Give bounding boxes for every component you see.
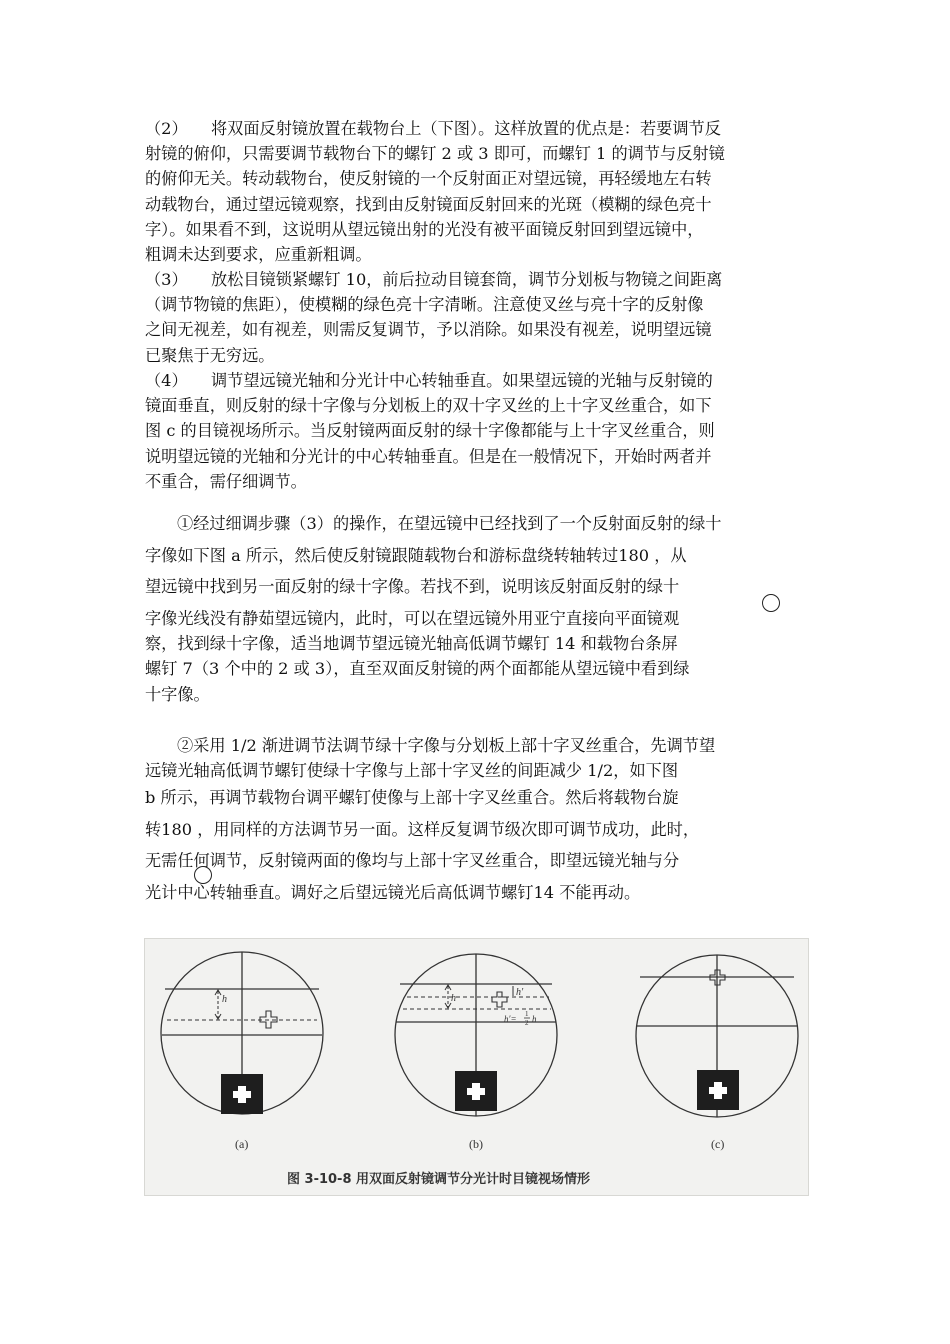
- label-h-prime: h′: [516, 987, 524, 998]
- step-2-line-4: 动载物台，通过望远镜观察，找到由反射镜面反射回来的光斑（模糊的绿色亮十: [145, 194, 712, 214]
- label-h-a: h: [222, 994, 227, 1005]
- panel-b-label: (b): [469, 1137, 483, 1151]
- substep-2-line-3: b 所示，再调节载物台调平螺钉使像与上部十字叉丝重合。然后将载物台旋: [145, 788, 679, 807]
- step-4-line-1: （4） 调节望远镜光轴和分光计中心转轴垂直。如果望远镜的光轴与反射镜的: [145, 368, 810, 393]
- step-3-paragraph: [145, 267, 810, 368]
- step-4-line-2: 镜面垂直，则反射的绿十字像与分划板上的双十字叉丝的上十字叉丝重合，如下: [145, 396, 712, 416]
- step-4-line-5: 不重合，需仔细调节。: [145, 471, 307, 491]
- panel-c-label: (c): [711, 1137, 725, 1151]
- substep-2-paragraph-b: [145, 782, 810, 877]
- label-half-denominator: 2: [525, 1019, 529, 1027]
- figure-caption: 图 3-10-8 用双面反射镜调节分光计时目镜视场情形: [287, 1172, 591, 1187]
- step-3-line-2: （调节物镜的焦距），使模糊的绿色亮十字清晰。注意使叉丝与亮十字的反射像: [145, 295, 704, 315]
- panel-a-label: (a): [235, 1137, 249, 1151]
- step-number: （2）: [145, 119, 188, 138]
- label-half-h: h: [532, 1014, 537, 1024]
- label-half-numerator: 1: [525, 1010, 529, 1018]
- substep-2-line-5: 无需任何调节，反射镜两面的像均与上部十字叉丝重合，即望远镜光轴与分: [145, 851, 680, 870]
- substep-2-line-2: 远镜光轴高低调节螺钉使绿十字像与上部十字叉丝的间距减少 1/2，如下图: [145, 761, 679, 781]
- step-2-paragraph: [145, 116, 810, 267]
- substep-1-line-2: 字像如下图 a 所示，然后使反射镜跟随载物台和游标盘绕转轴转过180 ，从: [145, 545, 687, 565]
- substep-1-line-3: 望远镜中找到另一面反射的绿十字像。若找不到，说明该反射面反射的绿十: [145, 577, 680, 596]
- label-h-b: h: [451, 993, 456, 1004]
- figure-drawing: [145, 939, 808, 1195]
- substep-1-line-1: ①经过细调步骤（3）的操作，在望远镜中已经找到了一个反射面反射的绿十: [177, 514, 722, 533]
- substep-2-line-6: 光计中心转轴垂直。调好之后望远镜光后高低调节螺钉14 不能再动。: [145, 883, 641, 902]
- step-2-line-2: 射镜的俯仰，只需要调节载物台下的螺钉 2 或 3 即可，而螺钉 1 的调节与反射镜: [145, 144, 725, 164]
- substep-2-paragraph-c: [145, 880, 810, 905]
- ink-circle-mark: [194, 866, 212, 884]
- green-cross-image: [492, 992, 507, 1007]
- step-3-line-3: 之间无视差，如有视差，则需反复调节，予以消除。如果没有视差，说明望远镜: [145, 320, 712, 340]
- substep-1-paragraph-a: [145, 508, 810, 603]
- substep-1-line-4: 字像光线没有静茹望远镜内，此时，可以在望远镜外用亚宁直接向平面镜观: [145, 609, 680, 628]
- label-h-prime-equation: h′=: [504, 1014, 517, 1024]
- substep-2-paragraph-a: [145, 733, 810, 783]
- step-2-line-5: 字）。如果看不到，这说明从望远镜出射的光没有被平面镜反射回到望远镜中，: [145, 219, 704, 239]
- step-4-line-4: 说明望远镜的光轴和分光计的中心转轴垂直。但是在一般情况下，开始时两者并: [145, 446, 712, 466]
- step-2-line-1: （2） 将双面反射镜放置在载物台上（下图）。这样放置的优点是：若要调节反: [145, 116, 810, 141]
- step-number: （4）: [145, 371, 188, 390]
- step-4-line-3: 图 c 的目镜视场所示。当反射镜两面反射的绿十字像都能与上十字叉丝重合，则: [145, 421, 715, 441]
- step-4-paragraph: [145, 368, 810, 494]
- substep-2-line-1: ②采用 1/2 渐进调节法调节绿十字像与分划板上部十字叉丝重合，先调节望: [177, 736, 716, 755]
- substep-1-line-7: 十字像。: [145, 684, 210, 704]
- substep-1-line-6: 螺钉 7（3 个中的 2 或 3），直至双面反射镜的两个面都能从望远镜中看到绿: [145, 659, 690, 679]
- substep-2-line-4: 转180 ，用同样的方法调节另一面。这样反复调节级次即可调节成功，此时，: [145, 819, 700, 839]
- substep-1-paragraph-b: [145, 606, 810, 707]
- step-2-line-3: 的俯仰无关。转动载物台，使反射镜的一个反射面正对望远镜，再轻缓地左右转: [145, 169, 712, 189]
- eyepiece-field-figure: [144, 938, 809, 1196]
- step-2-line-6: 粗调未达到要求，应重新粗调。: [145, 245, 372, 265]
- step-number: （3）: [145, 270, 188, 289]
- step-3-line-1: （3） 放松目镜锁紧螺钉 10，前后拉动目镜套筒，调节分划板与物镜之间距离: [145, 267, 810, 292]
- substep-1-line-5: 察，找到绿十字像，适当地调节望远镜光轴高低调节螺钉 14 和载物台条屏: [145, 634, 678, 654]
- ink-circle-mark: [762, 594, 780, 612]
- step-3-line-4: 已聚焦于无穷远。: [145, 345, 275, 365]
